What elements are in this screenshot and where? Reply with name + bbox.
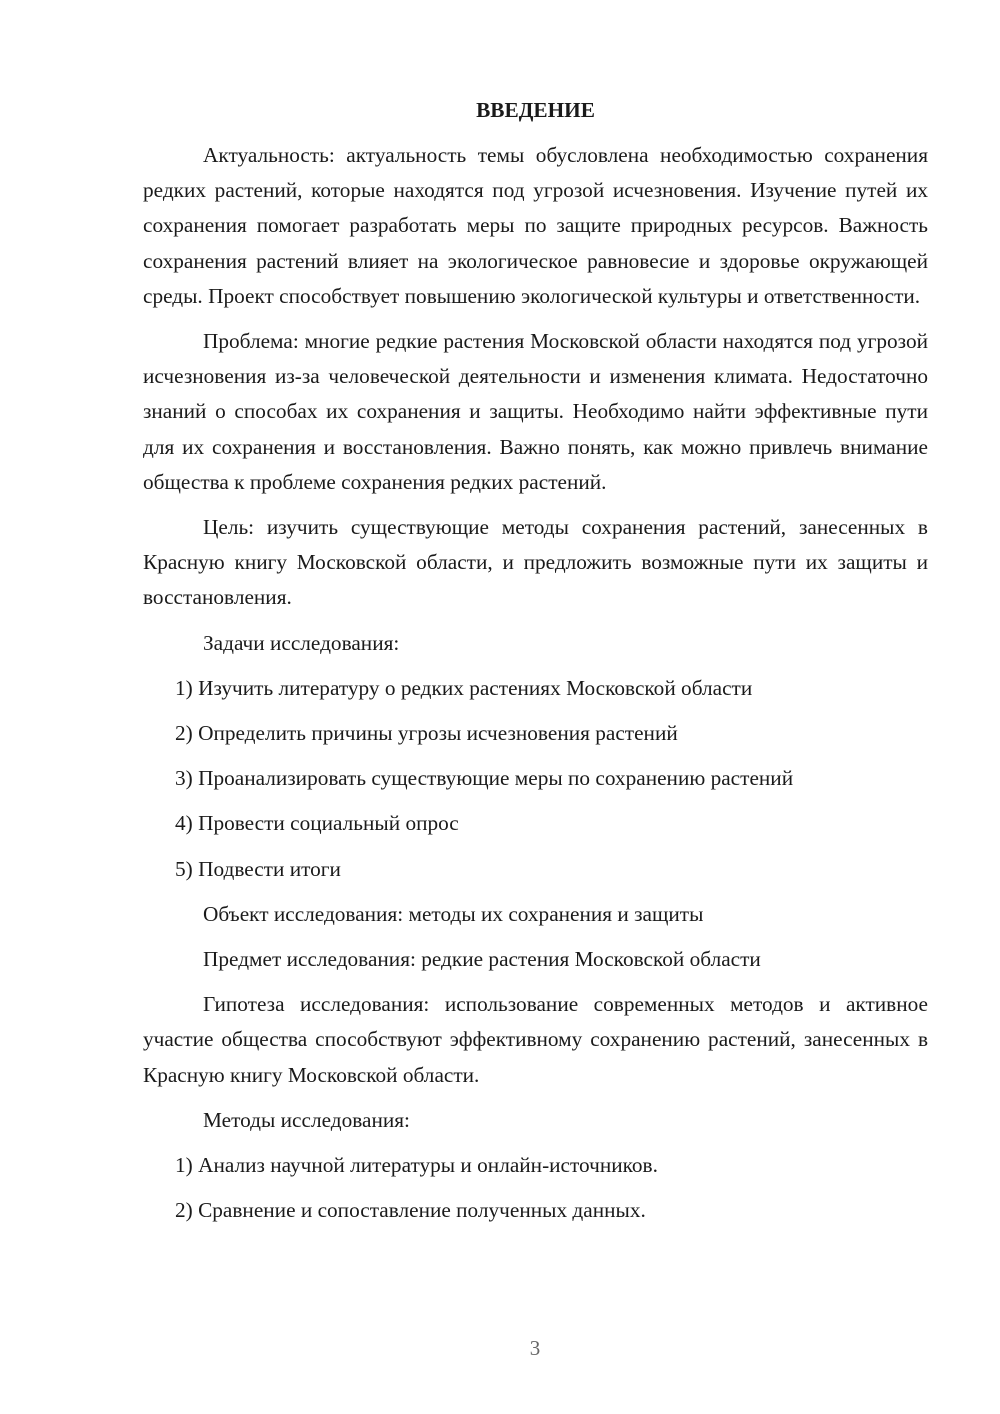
problem-paragraph: Проблема: многие редкие растения Московской области находятся под угрозой исчезновения из-за человеческой деятельности и изменения климата. Недостаточно знаний о способах их сохранения и защиты. Необходимо найти эффективные пути для их сохранения и восстановления. Важно понять, как можно привлечь внимание общества к проблеме сохранения редких растений. bbox=[143, 329, 928, 494]
method-item-2: 2) Сравнение и сопоставление полученных данных. bbox=[175, 1198, 646, 1223]
task-item-2: 2) Определить причины угрозы исчезновения растений bbox=[175, 721, 678, 746]
goal-paragraph: Цель: изучить существующие методы сохранения растений, занесенных в Красную книгу Московской области, и предложить возможные пути их защиты и восстановления. bbox=[143, 515, 928, 610]
task-item-3: 3) Проанализировать существующие меры по сохранению растений bbox=[175, 766, 794, 791]
relevance-paragraph: Актуальность: актуальность темы обусловлена необходимостью сохранения редких растений, которые находятся под угрозой исчезновения. Изучение путей их сохранения помогает разработать меры по защите природных ресурсов. Важность сохранения растений влияет на экологическое равновесие и здоровье окружающей среды. Проект способствует повышению экологической культуры и ответственности. bbox=[143, 143, 928, 308]
page-title: ВВЕДЕНИЕ bbox=[476, 98, 595, 122]
method-item-1: 1) Анализ научной литературы и онлайн-источников. bbox=[175, 1153, 658, 1178]
methods-heading: Методы исследования: bbox=[203, 1107, 410, 1132]
page-number: 3 bbox=[529, 1336, 541, 1360]
research-subject: Предмет исследования: редкие растения Московской области bbox=[203, 947, 761, 972]
research-object: Объект исследования: методы их сохранения и защиты bbox=[203, 901, 704, 926]
task-item-1: 1) Изучить литературу о редких растениях Московской области bbox=[175, 675, 753, 700]
task-item-4: 4) Провести социальный опрос bbox=[175, 811, 459, 836]
hypothesis-paragraph: Гипотеза исследования: использование современных методов и активное участие общества способствуют эффективному сохранению растений, занесенных в Красную книгу Московской области. bbox=[143, 992, 928, 1087]
page-content bbox=[143, 96, 928, 1238]
task-item-5: 5) Подвести итоги bbox=[175, 856, 341, 881]
tasks-heading: Задачи исследования: bbox=[203, 630, 400, 655]
